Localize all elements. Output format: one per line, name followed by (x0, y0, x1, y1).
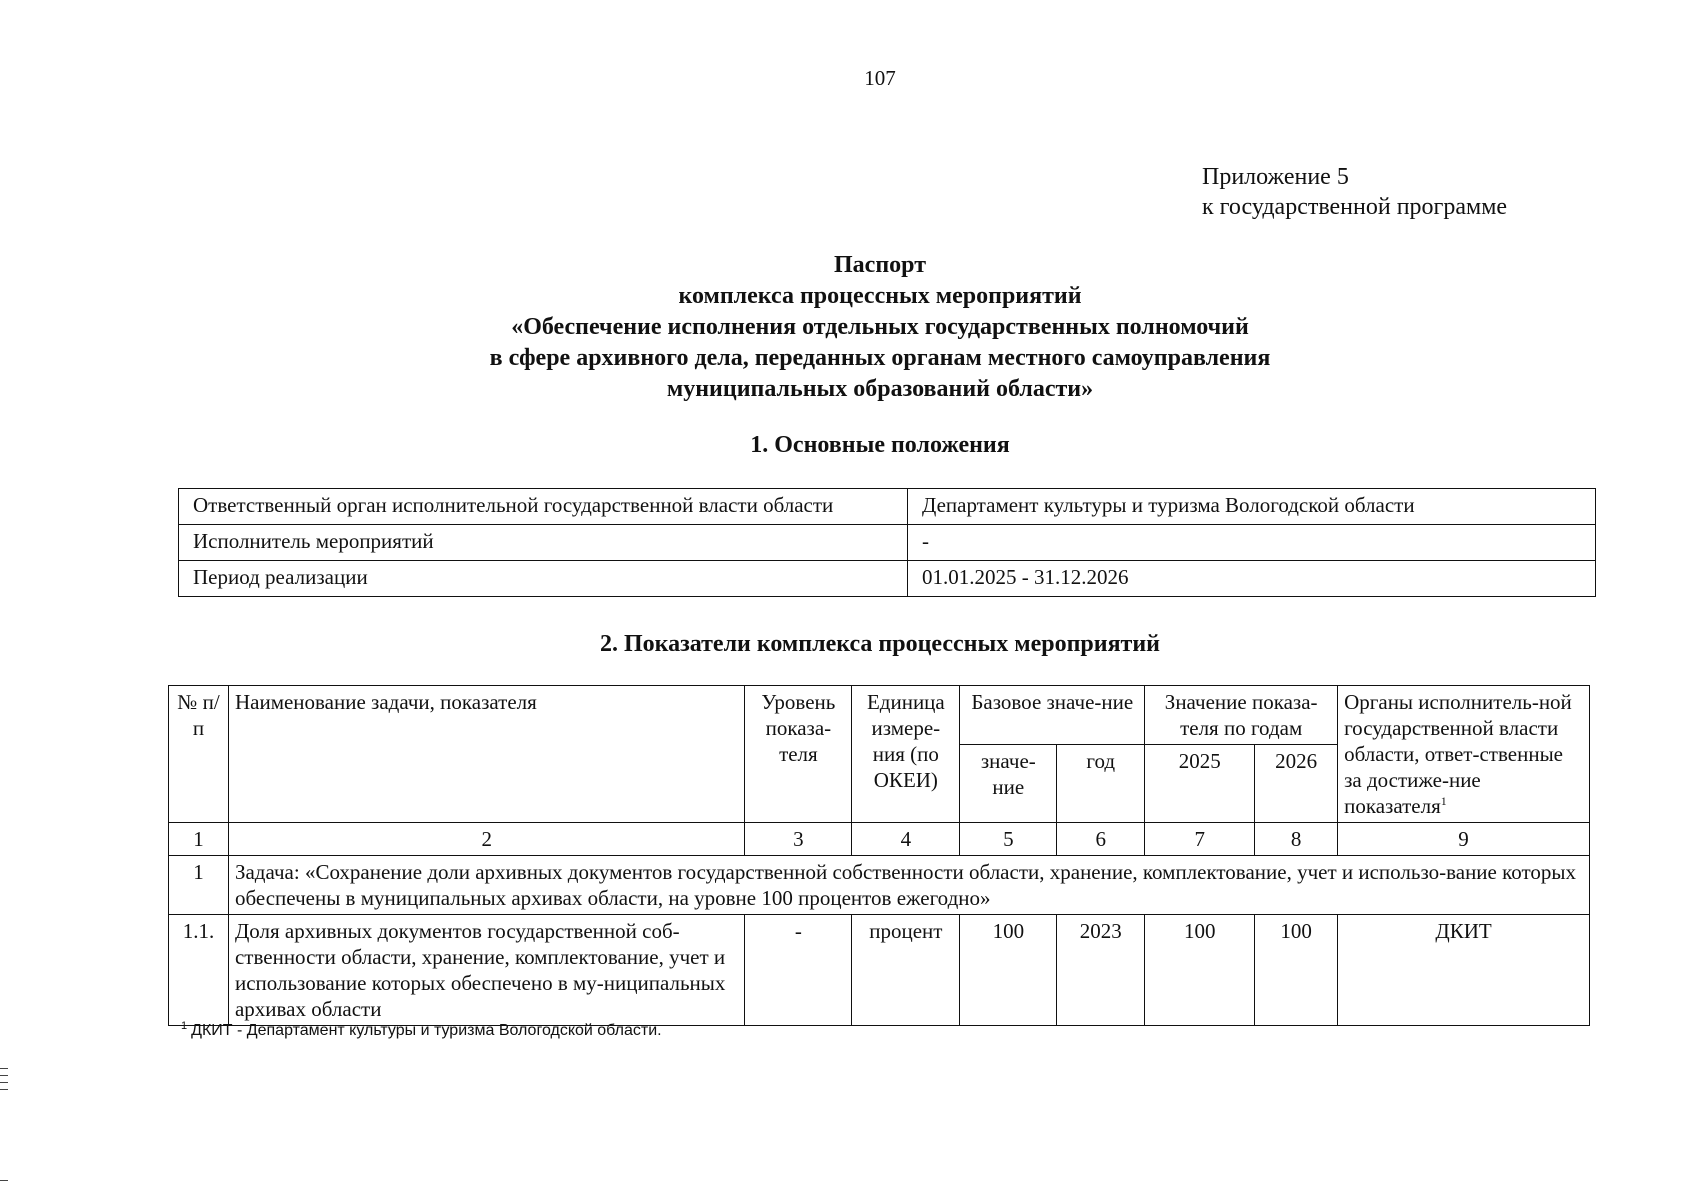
indicator-num: 1.1. (169, 915, 229, 1026)
footnote-mark: 1 (181, 1019, 188, 1032)
column-number: 1 (169, 823, 229, 856)
table-row (179, 561, 1596, 597)
indicator-value-2025: 100 (1145, 915, 1255, 1026)
column-number: 4 (852, 823, 960, 856)
task-num: 1 (169, 856, 229, 915)
provision-value: - (908, 525, 1596, 561)
column-number-row (169, 823, 1590, 856)
provision-value: Департамент культуры и туризма Вологодской области (908, 489, 1596, 525)
indicator-base-value: 100 (960, 915, 1057, 1026)
provision-key: Ответственный орган исполнительной государственной власти области (179, 489, 908, 525)
title-line-3: «Обеспечение исполнения отдельных государственных полномочий (511, 314, 1249, 340)
title-line-5: муниципальных образований области» (666, 376, 1094, 402)
indicator-value-2026: 100 (1255, 915, 1338, 1026)
scan-mark (0, 1082, 8, 1083)
indicators-table (168, 685, 1590, 1026)
title-line-4: в сфере архивного дела, переданных органам местного самоуправления (489, 345, 1271, 371)
page-number: 107 (864, 66, 896, 90)
header-level: Уровень показа-теля (745, 686, 852, 823)
header-base: Базовое значе-ние (960, 686, 1145, 745)
indicator-org: ДКИТ (1338, 915, 1590, 1026)
indicator-level: - (745, 915, 852, 1026)
header-name: Наименование задачи, показателя (228, 686, 744, 823)
task-text: Задача: «Сохранение доли архивных документов государственной собственности области, хранение, комплектование, учет и использо-вание которых обеспечены в муниципальных архивах области, на уровне 100 процентов ежегодно» (228, 856, 1589, 915)
footnote-text: ДКИТ - Департамент культуры и туризма Вологодской области. (191, 1022, 662, 1039)
header-year-2: 2026 (1255, 745, 1338, 823)
scan-mark (0, 1068, 8, 1069)
provision-value: 01.01.2025 - 31.12.2026 (908, 561, 1596, 597)
appendix-line-2: к государственной программе (1202, 194, 1508, 220)
header-base-value: значе-ние (960, 745, 1057, 823)
task-row (169, 856, 1590, 915)
column-number: 9 (1338, 823, 1590, 856)
header-row-1 (169, 686, 1590, 745)
column-number: 2 (228, 823, 744, 856)
document-title (0, 250, 1697, 405)
scan-artifact-marks (0, 1068, 8, 1096)
header-unit: Единица измере-ния (по ОКЕИ) (852, 686, 960, 823)
scan-mark (0, 1089, 8, 1090)
table-row (179, 525, 1596, 561)
scan-mark (0, 1180, 8, 1181)
provision-key: Период реализации (179, 561, 908, 597)
appendix-line-1: Приложение 5 (1202, 164, 1349, 190)
footnote (181, 1019, 662, 1040)
appendix-note (1202, 162, 1507, 222)
header-orgs-text: Органы исполнитель-ной государственной власти области, ответ-ственные за достиже-ние показателя (1344, 690, 1572, 818)
title-line-2: комплекса процессных мероприятий (678, 283, 1082, 309)
scan-mark (0, 1075, 8, 1076)
column-number: 8 (1255, 823, 1338, 856)
header-base-year: год (1057, 745, 1145, 823)
indicator-base-year: 2023 (1057, 915, 1145, 1026)
table-row (179, 489, 1596, 525)
column-number: 7 (1145, 823, 1255, 856)
indicator-unit: процент (852, 915, 960, 1026)
column-number: 5 (960, 823, 1057, 856)
header-years: Значение показа-теля по годам (1145, 686, 1338, 745)
section-2-heading: 2. Показатели комплекса процессных мероприятий (599, 631, 1160, 657)
column-number: 3 (745, 823, 852, 856)
header-orgs-footnote-mark: 1 (1440, 794, 1447, 808)
title-line-1: Паспорт (834, 252, 926, 278)
indicator-name: Доля архивных документов государственной соб-ственности области, хранение, комплектование, учет и использование которых обеспечено в му-ниципальных архивах области (228, 915, 744, 1026)
main-provisions-table (178, 488, 1596, 597)
column-number: 6 (1057, 823, 1145, 856)
header-num: № п/п (169, 686, 229, 823)
section-1-heading: 1. Основные положения (750, 432, 1010, 458)
header-year-1: 2025 (1145, 745, 1255, 823)
header-orgs (1338, 686, 1590, 823)
provision-key: Исполнитель мероприятий (179, 525, 908, 561)
indicator-row (169, 915, 1590, 1026)
